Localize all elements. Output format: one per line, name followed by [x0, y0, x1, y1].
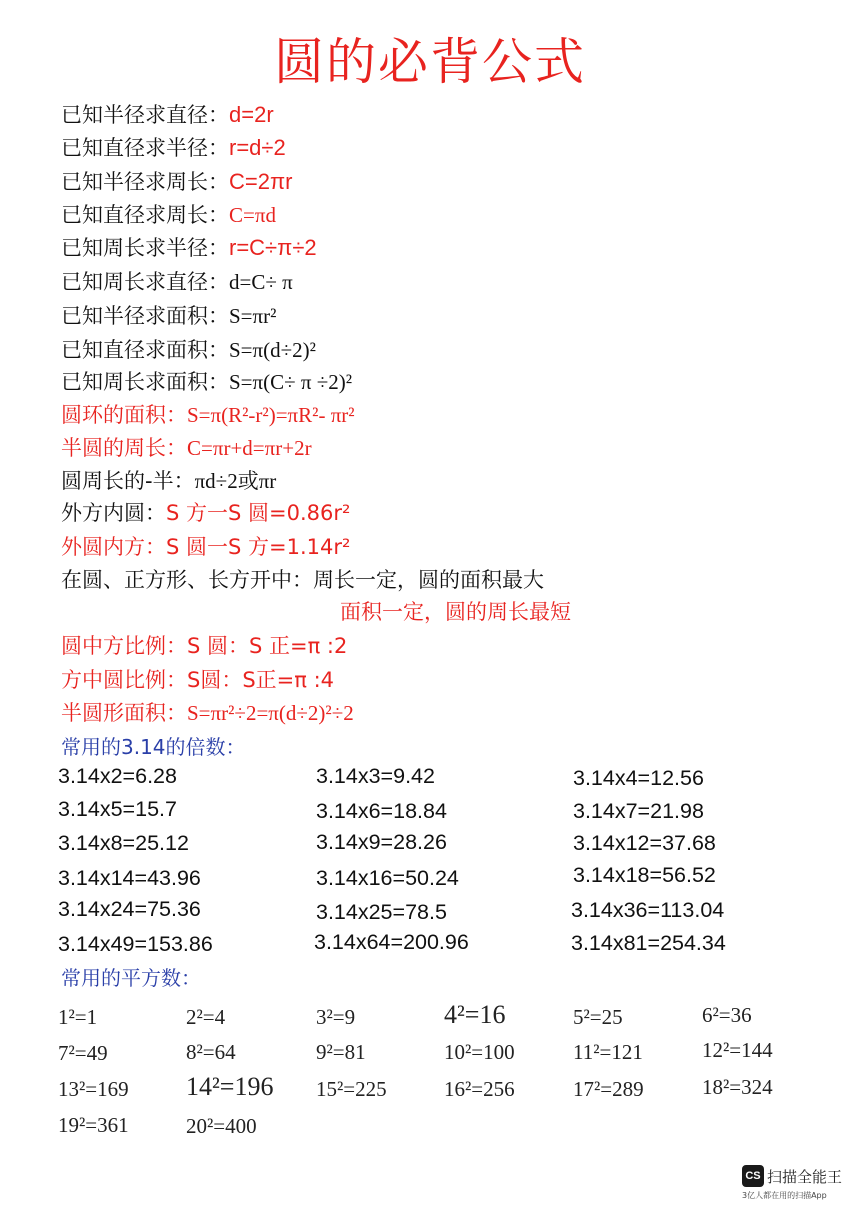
formula-line: [61, 302, 276, 330]
square-item: 11²=121: [573, 1040, 643, 1064]
formula-value: S 方一S 圆=0.86r²: [166, 501, 351, 525]
square-item: 16²=256: [444, 1077, 515, 1101]
multiple-item: 3.14x81=254.34: [571, 931, 726, 955]
formula-line: [61, 101, 274, 129]
formula-line: [61, 268, 293, 296]
square-item: 18²=324: [702, 1075, 773, 1099]
square-item: 13²=169: [58, 1077, 129, 1101]
formula-label: 外方内圆：: [61, 501, 166, 525]
formula-value: d=C÷ π: [229, 270, 293, 294]
watermark-app-name: 扫描全能王: [767, 1168, 843, 1186]
formula-label: 半圆的周长：: [61, 436, 187, 460]
formula-line: [61, 368, 352, 396]
multiple-item: 3.14x49=153.86: [58, 932, 213, 956]
page-title: 圆的必背公式: [274, 33, 586, 91]
statement-line: 面积一定，圆的周长最短: [340, 600, 571, 624]
multiple-item: 3.14x8=25.12: [58, 831, 189, 855]
formula-label: 已知半径求周长：: [61, 170, 229, 194]
formula-line: [61, 467, 276, 495]
square-item: 20²=400: [186, 1114, 257, 1138]
formula-line: [61, 201, 276, 229]
formula-label: 已知半径求面积：: [61, 304, 229, 328]
formula-value: S=π(C÷ π ÷2)²: [229, 370, 353, 394]
formula-label: 已知周长求面积：: [61, 370, 229, 394]
formula-line: [61, 401, 355, 429]
formula-value: C=πd: [229, 203, 276, 227]
multiple-item: 3.14x24=75.36: [58, 897, 201, 921]
formula-value: S 圆一S 方=1.14r²: [166, 535, 351, 559]
formula-value: r=d÷2: [229, 135, 286, 160]
multiple-item: 3.14x9=28.26: [316, 830, 447, 854]
square-item: 17²=289: [573, 1077, 644, 1101]
formula-line: [61, 168, 292, 196]
square-item: 9²=81: [316, 1040, 366, 1064]
multiple-item: 3.14x7=21.98: [573, 799, 704, 823]
formula-line: [61, 533, 350, 561]
ratio-value: S=πr²÷2=π(d÷2)²÷2: [187, 701, 354, 725]
square-item: 7²=49: [58, 1041, 108, 1065]
multiple-item: 3.14x4=12.56: [573, 766, 704, 790]
formula-label: 已知直径求面积：: [61, 338, 229, 362]
multiple-item: 3.14x18=56.52: [573, 863, 716, 887]
ratio-line: [61, 632, 347, 660]
formula-value: S=π(R²-r²)=πR²- πr²: [187, 403, 355, 427]
formula-label: 已知周长求半径：: [61, 236, 229, 260]
square-item: 14²=196: [186, 1072, 274, 1101]
multiple-item: 3.14x2=6.28: [58, 764, 177, 788]
formula-value: r=C÷π÷2: [229, 235, 317, 260]
multiple-item: 3.14x3=9.42: [316, 764, 435, 788]
formula-value: C=2πr: [229, 169, 293, 194]
multiple-item: 3.14x16=50.24: [316, 866, 459, 890]
square-item: 19²=361: [58, 1113, 129, 1137]
multiple-item: 3.14x14=43.96: [58, 866, 201, 890]
square-item: 1²=1: [58, 1005, 98, 1029]
ratio-label: 圆中方比例：: [61, 634, 187, 658]
multiple-item: 3.14x64=200.96: [314, 930, 469, 954]
square-item: 2²=4: [186, 1005, 226, 1029]
ratio-label: 方中圆比例：: [61, 668, 187, 692]
ratio-label: 半圆形面积：: [61, 701, 187, 725]
multiple-item: 3.14x5=15.7: [58, 797, 177, 821]
square-item: 5²=25: [573, 1005, 623, 1029]
formula-value: d=2r: [229, 102, 274, 127]
formula-value: C=πr+d=πr+2r: [187, 436, 312, 460]
square-item: 10²=100: [444, 1040, 515, 1064]
formula-line: [61, 234, 317, 262]
statement-line: 在圆、正方形、长方开中：周长一定，圆的面积最大: [61, 568, 544, 592]
multiple-item: 3.14x36=113.04: [571, 898, 725, 922]
formula-line: [61, 434, 312, 462]
formula-line: [61, 134, 286, 162]
ratio-value: S圆：S正=π :4: [187, 668, 335, 692]
multiple-item: 3.14x12=37.68: [573, 831, 716, 855]
square-item: 12²=144: [702, 1038, 773, 1062]
square-item: 6²=36: [702, 1003, 752, 1027]
formula-value: S=π(d÷2)²: [229, 338, 316, 362]
formula-label: 已知半径求直径：: [61, 103, 229, 127]
formula-label: 已知直径求周长：: [61, 203, 229, 227]
formula-label: 已知直径求半径：: [61, 136, 229, 160]
formula-label: 外圆内方：: [61, 535, 166, 559]
watermark-tagline: 3亿人都在用的扫描App: [742, 1191, 827, 1200]
ratio-line: [61, 699, 354, 727]
formula-line: [61, 336, 316, 364]
formula-value: πd÷2或πr: [194, 469, 277, 493]
camscanner-logo-icon: CS: [742, 1165, 764, 1187]
square-item: 8²=64: [186, 1040, 236, 1064]
squares-heading: 常用的平方数：: [61, 966, 201, 990]
formula-line: [61, 499, 350, 527]
formula-label: 圆环的面积：: [61, 403, 187, 427]
formula-label: 已知周长求直径：: [61, 270, 229, 294]
square-item: 4²=16: [444, 1000, 506, 1029]
ratio-value: S 圆：S 正=π :2: [187, 634, 348, 658]
multiple-item: 3.14x6=18.84: [316, 799, 447, 823]
ratio-line: [61, 666, 334, 694]
square-item: 3²=9: [316, 1005, 356, 1029]
multiple-item: 3.14x25=78.5: [316, 900, 447, 924]
formula-value: S=πr²: [229, 304, 277, 328]
square-item: 15²=225: [316, 1077, 387, 1101]
multiples-heading: 常用的3.14的倍数：: [61, 735, 246, 759]
formula-label: 圆周长的-半：: [61, 469, 195, 493]
